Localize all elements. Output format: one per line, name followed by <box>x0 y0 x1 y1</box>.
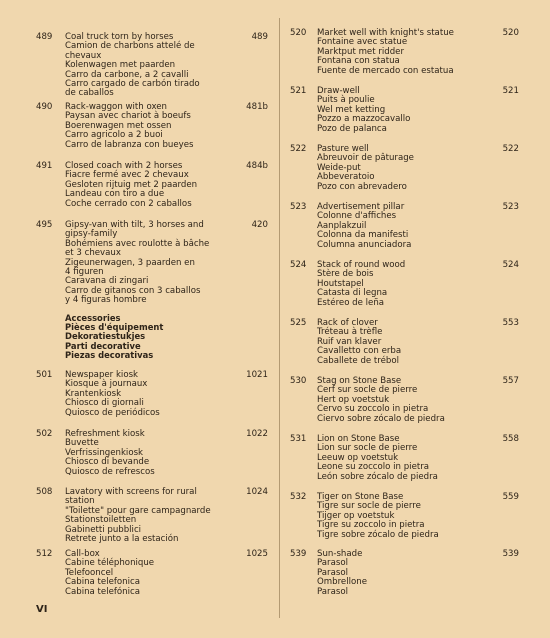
item-number: 531 <box>290 434 307 444</box>
description-line: Pasture well <box>317 144 369 154</box>
description-line: gipsy-family <box>65 229 118 240</box>
description-line: et 3 chevaux <box>65 248 121 259</box>
description-line: Retrete junto a la estación <box>65 534 179 545</box>
description-line: Parasol <box>317 586 348 597</box>
description-line: Advertisement pillar <box>317 202 405 212</box>
item-description <box>65 33 243 99</box>
description-line: "Toilette" pour gare campagnarde <box>65 505 211 516</box>
reference-number: 520 <box>502 28 519 38</box>
item-number: 539 <box>290 549 307 559</box>
description-line: Wel met ketting <box>317 104 386 115</box>
section-heading-accessories <box>65 314 265 360</box>
description-line: Verfrissingenkiosk <box>65 447 144 458</box>
description-line: 4 figuren <box>65 267 104 278</box>
description-line: Tigre sur socle de pierre <box>317 501 421 512</box>
description-line: Caravana di zingari <box>65 276 149 287</box>
heading-line: Accessories <box>65 313 121 323</box>
item-number: 520 <box>290 28 307 38</box>
description-line: Coche cerrado con 2 caballos <box>65 198 192 209</box>
description-line: Carro agricolo a 2 buoi <box>65 130 163 141</box>
reference-number: 559 <box>502 492 519 502</box>
description-line: Camion de charbons attelé de <box>65 41 195 52</box>
item-description <box>65 550 243 597</box>
description-line: Parasol <box>317 558 348 569</box>
description-line: Bohémiens avec roulotte à bâche <box>65 238 210 249</box>
description-line: Stag on Stone Base <box>317 376 402 386</box>
description-line: Quiosco de refrescos <box>65 466 155 477</box>
reference-number: 522 <box>502 144 519 154</box>
reference-number: 524 <box>502 260 519 270</box>
item-number: 491 <box>36 161 53 171</box>
description-line: Abreuvoir de pâturage <box>317 153 414 164</box>
description-line: Tréteau à trèfle <box>317 327 383 338</box>
item-description <box>65 162 243 209</box>
reference-number: 553 <box>502 318 519 328</box>
description-line: Lavatory with screens for rural <box>65 487 197 497</box>
description-line: Fontana con statua <box>317 56 400 67</box>
description-line: Ombrellone <box>317 577 367 588</box>
description-line: Leone su zoccolo in pietra <box>317 462 430 473</box>
description-line: Cerf sur socle de pierre <box>317 385 418 396</box>
description-line: Draw-well <box>317 86 360 96</box>
description-line: Cabine téléphonique <box>65 558 155 569</box>
description-line: Pozo de palanca <box>317 123 387 134</box>
description-line: Paysan avec chariot à boeufs <box>65 111 191 122</box>
description-line: Carro da carbone, a 2 cavalli <box>65 69 189 80</box>
item-number: 502 <box>36 429 53 439</box>
description-line: Gabinetti pubblici <box>65 524 142 535</box>
reference-number: 489 <box>251 32 268 42</box>
description-line: Carro de labranza con bueyes <box>65 139 194 150</box>
description-line: Cabina telefónica <box>65 586 140 597</box>
description-line: Tijger op voetstuk <box>317 510 395 521</box>
item-description <box>65 371 243 418</box>
description-line: Ruif van klaver <box>317 336 382 347</box>
item-description <box>65 221 243 306</box>
item-number: 490 <box>36 102 53 112</box>
item-description <box>317 203 497 250</box>
reference-number: 557 <box>502 376 519 386</box>
heading-line: Dekoratiestukjes <box>65 331 146 342</box>
description-line: Chiosco di bevande <box>65 457 150 468</box>
reference-number: 481b <box>246 102 268 112</box>
description-line: Zigeunerwagen, 3 paarden en <box>65 257 195 268</box>
description-line: Carro de gitanos con 3 caballos <box>65 285 201 296</box>
item-description <box>317 435 497 482</box>
item-description <box>317 87 497 134</box>
reference-number: 523 <box>502 202 519 212</box>
description-line: Hert op voetstuk <box>317 394 390 405</box>
description-line: Ciervo sobre zócalo de piedra <box>317 413 445 424</box>
description-line: chevaux <box>65 50 102 61</box>
description-line: Landeau con tiro a due <box>65 189 165 200</box>
reference-number: 539 <box>502 549 519 559</box>
item-number: 524 <box>290 260 307 270</box>
description-line: Colonna da manifesti <box>317 230 409 241</box>
description-line: Weide-put <box>317 162 361 173</box>
description-line: Gesloten rijtuig met 2 paarden <box>65 179 198 190</box>
item-number: 522 <box>290 144 307 154</box>
description-line: Columna anunciadora <box>317 239 412 250</box>
description-line: Pozo con abrevadero <box>317 181 407 192</box>
item-description <box>317 29 497 76</box>
description-line: Newspaper kiosk <box>65 370 139 380</box>
description-line: Pozzo a mazzocavallo <box>317 114 411 125</box>
description-line: Cavalletto con erba <box>317 346 402 357</box>
description-line: Houtstapel <box>317 278 364 289</box>
item-number: 501 <box>36 370 53 380</box>
item-description <box>317 550 497 597</box>
description-line: Coal truck torn by horses <box>65 32 174 42</box>
description-line: Gipsy-van with tilt, 3 horses and <box>65 220 204 230</box>
item-description <box>65 103 243 150</box>
reference-number: 484b <box>246 161 268 171</box>
item-description <box>65 488 243 544</box>
description-line: Catasta di legna <box>317 288 388 299</box>
description-line: Cabina telefonica <box>65 577 140 588</box>
description-line: Boerenwagen met ossen <box>65 120 172 131</box>
item-description <box>65 430 243 477</box>
description-line: Estéreo de leña <box>317 297 385 308</box>
description-line: Carro cargado de carbón tirado <box>65 79 200 90</box>
description-line: Sun-shade <box>317 549 363 559</box>
item-description <box>317 319 497 366</box>
item-number: 530 <box>290 376 307 386</box>
description-line: Lion sur socle de pierre <box>317 443 418 454</box>
description-line: y 4 figuras hombre <box>65 295 147 306</box>
description-line: Market well with knight's statue <box>317 28 454 38</box>
description-line: Fontaine avec statue <box>317 37 408 48</box>
page-number: VI <box>36 604 48 615</box>
item-description <box>317 145 497 192</box>
item-number: 508 <box>36 487 53 497</box>
description-line: Fiacre fermé avec 2 chevaux <box>65 170 189 181</box>
right-column <box>275 0 550 638</box>
description-line: Telefooncel <box>65 567 114 578</box>
description-line: Kiosque à journaux <box>65 379 148 390</box>
reference-number: 558 <box>502 434 519 444</box>
heading-line: Piezas decorativas <box>65 349 154 360</box>
description-line: Tiger on Stone Base <box>317 492 404 502</box>
reference-number: 1021 <box>246 370 268 380</box>
description-line: Stationstoiletten <box>65 515 137 526</box>
item-number: 512 <box>36 549 53 559</box>
item-number: 523 <box>290 202 307 212</box>
item-number: 521 <box>290 86 307 96</box>
item-description <box>317 493 497 540</box>
description-line: Krantenkiosk <box>65 388 122 399</box>
description-line: Cervo su zoccolo in pietra <box>317 404 429 415</box>
description-line: Stère de bois <box>317 269 374 280</box>
description-line: Puits à poulie <box>317 95 375 106</box>
description-line: Stack of round wood <box>317 260 406 270</box>
description-line: Rack-waggon with oxen <box>65 102 168 112</box>
reference-number: 420 <box>251 220 268 230</box>
item-number: 532 <box>290 492 307 502</box>
item-description <box>317 261 497 308</box>
description-line: Colonne d'affiches <box>317 211 397 222</box>
description-line: Chiosco di giornali <box>65 398 144 409</box>
description-line: Tigre sobre zócalo de piedra <box>317 529 439 540</box>
item-number: 495 <box>36 220 53 230</box>
description-line: Leeuw op voetstuk <box>317 452 399 463</box>
description-line: de caballos <box>65 88 114 99</box>
description-line: Marktput met ridder <box>317 46 404 57</box>
description-line: Rack of clover <box>317 318 378 328</box>
heading-line: Pièces d'équipement <box>65 322 164 333</box>
description-line: station <box>65 496 95 507</box>
description-line: Buvette <box>65 438 99 449</box>
description-line: Caballete de trébol <box>317 355 400 366</box>
reference-number: 521 <box>502 86 519 96</box>
reference-number: 1024 <box>246 487 268 497</box>
description-line: Kolenwagen met paarden <box>65 60 176 71</box>
reference-number: 1025 <box>246 549 268 559</box>
description-line: Abbeveratoio <box>317 172 375 183</box>
description-line: Call-box <box>65 549 100 559</box>
description-line: Fuente de mercado con estatua <box>317 65 454 76</box>
description-line: Quiosco de periódicos <box>65 407 160 418</box>
item-number: 489 <box>36 32 53 42</box>
description-line: Tigre su zoccolo in pietra <box>317 520 425 531</box>
description-line: Refreshment kiosk <box>65 429 145 439</box>
item-number: 525 <box>290 318 307 328</box>
description-line: Lion on Stone Base <box>317 434 400 444</box>
description-line: León sobre zócalo de piedra <box>317 471 438 482</box>
description-line: Aanplakzuil <box>317 220 367 231</box>
description-line: Closed coach with 2 horses <box>65 161 183 171</box>
item-description <box>317 377 497 424</box>
reference-number: 1022 <box>246 429 268 439</box>
description-line: Parasol <box>317 567 348 578</box>
heading-line: Parti decorative <box>65 340 141 351</box>
